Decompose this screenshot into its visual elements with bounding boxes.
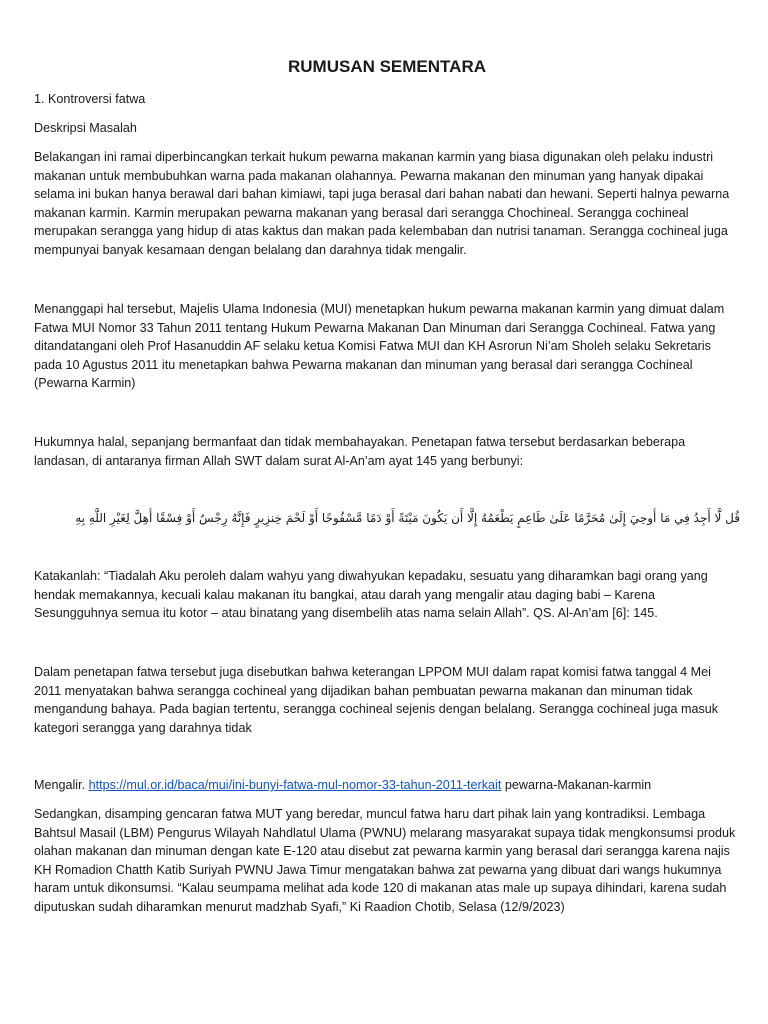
verse-translation: Katakanlah: “Tiadalah Aku peroleh dalam wahyu yang diwahyukan kepadaku, sesuatu yang diharamkan bagi orang yang hendak memakannya, kecuali kalau makanan itu bangkai, atau darah yang mengalir atau daging babi – Karena Sesungguhnya semua itu kotor – atau binatang yang disembelih atas nama selain Allah”. QS. Al-An’am [6]: 145. [34, 569, 708, 621]
paragraph-lppom: Dalam penetapan fatwa tersebut juga disebutkan bahwa keterangan LPPOM MUI dalam rapat komisi fatwa tanggal 4 Mei 2011 menyatakan bahwa serangga cochineal yang dijadikan bahan pembuatan pewarna makanan dan minuman tidak mengandung bahaya. Pada bagian tertentu, serangga cochineal sejenis dengan belalang. Serangga cochineal juga masuk kategori serangga yang darahnya tidak [34, 665, 719, 735]
paragraph-contradiction: Sedangkan, disamping gencaran fatwa MUT yang beredar, muncul fatwa haru dart pihak lain yang kontradiksi. Lembaga Bahtsul Masail (LBM) Pengurus Wilayah Nahdlatul Ulama (PWNU) melarang masyarakat supaya tidak mengkonsumsi produk olahan makanan dan minuman dengan kate E-120 atau disebut zat pewarna karmin yang berasal dari serangga karena najis KH Romadion Chatth Katib Suriyah PWNU Jawa Timur mengatakan bahwa zat pewarna yang dibuat dari wangs hukumnya haram untuk dikonsumsi. “Kalau seumpama melihat ada kode 120 di makanan atas male up supaya dihindari, karena sudah diputuskan sudah diharamkan menurut madzhab Syafi,” Ki Raadion Chotib, Selasa (12/9/2023) [34, 807, 736, 914]
subheading: Deskripsi Masalah [34, 121, 137, 135]
paragraph-background: Belakangan ini ramai diperbincangkan terkait hukum pewarna makanan karmin yang biasa digunakan oleh pelaku industri makanan untuk membubuhkan warna pada makanan olahannya. Pewarna makanan den minuman yang hanyak dipakai selama ini bukan hanya berawal dari bahan kimiawi, tapi juga berasal dari bahan nabati dan hewani. Seperti halnya pewarna makanan karmin. Karmin merupakan pewarna makanan yang berasal dari serangga Chochineal. Serangga cochineal merupakan serangga yang hidup di atas kaktus dan makan pada kelembaban dan nutrisi tanaman. Serangga cochineal juga mempunyai banyak kesamaan dengan belalang dan darahnya tidak mengalir. [34, 150, 730, 257]
section-heading: 1. Kontroversi fatwa [34, 92, 146, 106]
arabic-verse: قُل لَّا أَجِدُ فِي مَا أُوحِيَ إِلَىٰ مُحَرَّمًا عَلَىٰ طَاعِمٍ يَطْعَمُهُ إِلَّا أَن يَكُونَ مَيْتَةً أَوْ دَمًا مَّسْفُوحًا أَوْ لَحْمَ خِنزِيرٍ فَإِنَّهُ رِجْسٌ أَوْ فِسْقًا أُهِلَّ لِغَيْرِ اللَّهِ بِهِ [75, 511, 740, 525]
paragraph-mui-fatwa: Menanggapi hal tersebut, Majelis Ulama Indonesia (MUI) menetapkan hukum pewarna makanan karmin yang dimuat dalam Fatwa MUI Nomor 33 Tahun 2011 tentang Hukum Pewarna Makanan Dan Minuman dari Serangga Cochineal. Fatwa yang ditandatangani oleh Prof Hasanuddin AF selaku ketua Komisi Fatwa MUI dan KH Asrorun Ni’am Sholeh selaku Sekretaris pada 10 Agustus 2011 itu menetapkan bahwa Pewarna makanan dan minuman yang berasal dari serangga Cochineal (Pewarna Karmin) [34, 302, 725, 391]
paragraph-ruling: Hukumnya halal, sepanjang bermanfaat dan tidak membahayakan. Penetapan fatwa tersebut berdasarkan beberapa landasan, di antaranya firman Allah SWT dalam surat Al-An’am ayat 145 yang berbunyi: [34, 435, 686, 468]
document-title: RUMUSAN SEMENTARA [287, 57, 486, 76]
source-link[interactable]: https://mul.or.id/baca/mui/ini-bunyi-fatwa-mul-nomor-33-tahun-2011-terkait [88, 778, 502, 792]
link-suffix: pewarna-Makanan-karmin [501, 778, 652, 792]
link-prefix: Mengalir. [34, 778, 89, 792]
source-link-line [34, 776, 740, 795]
